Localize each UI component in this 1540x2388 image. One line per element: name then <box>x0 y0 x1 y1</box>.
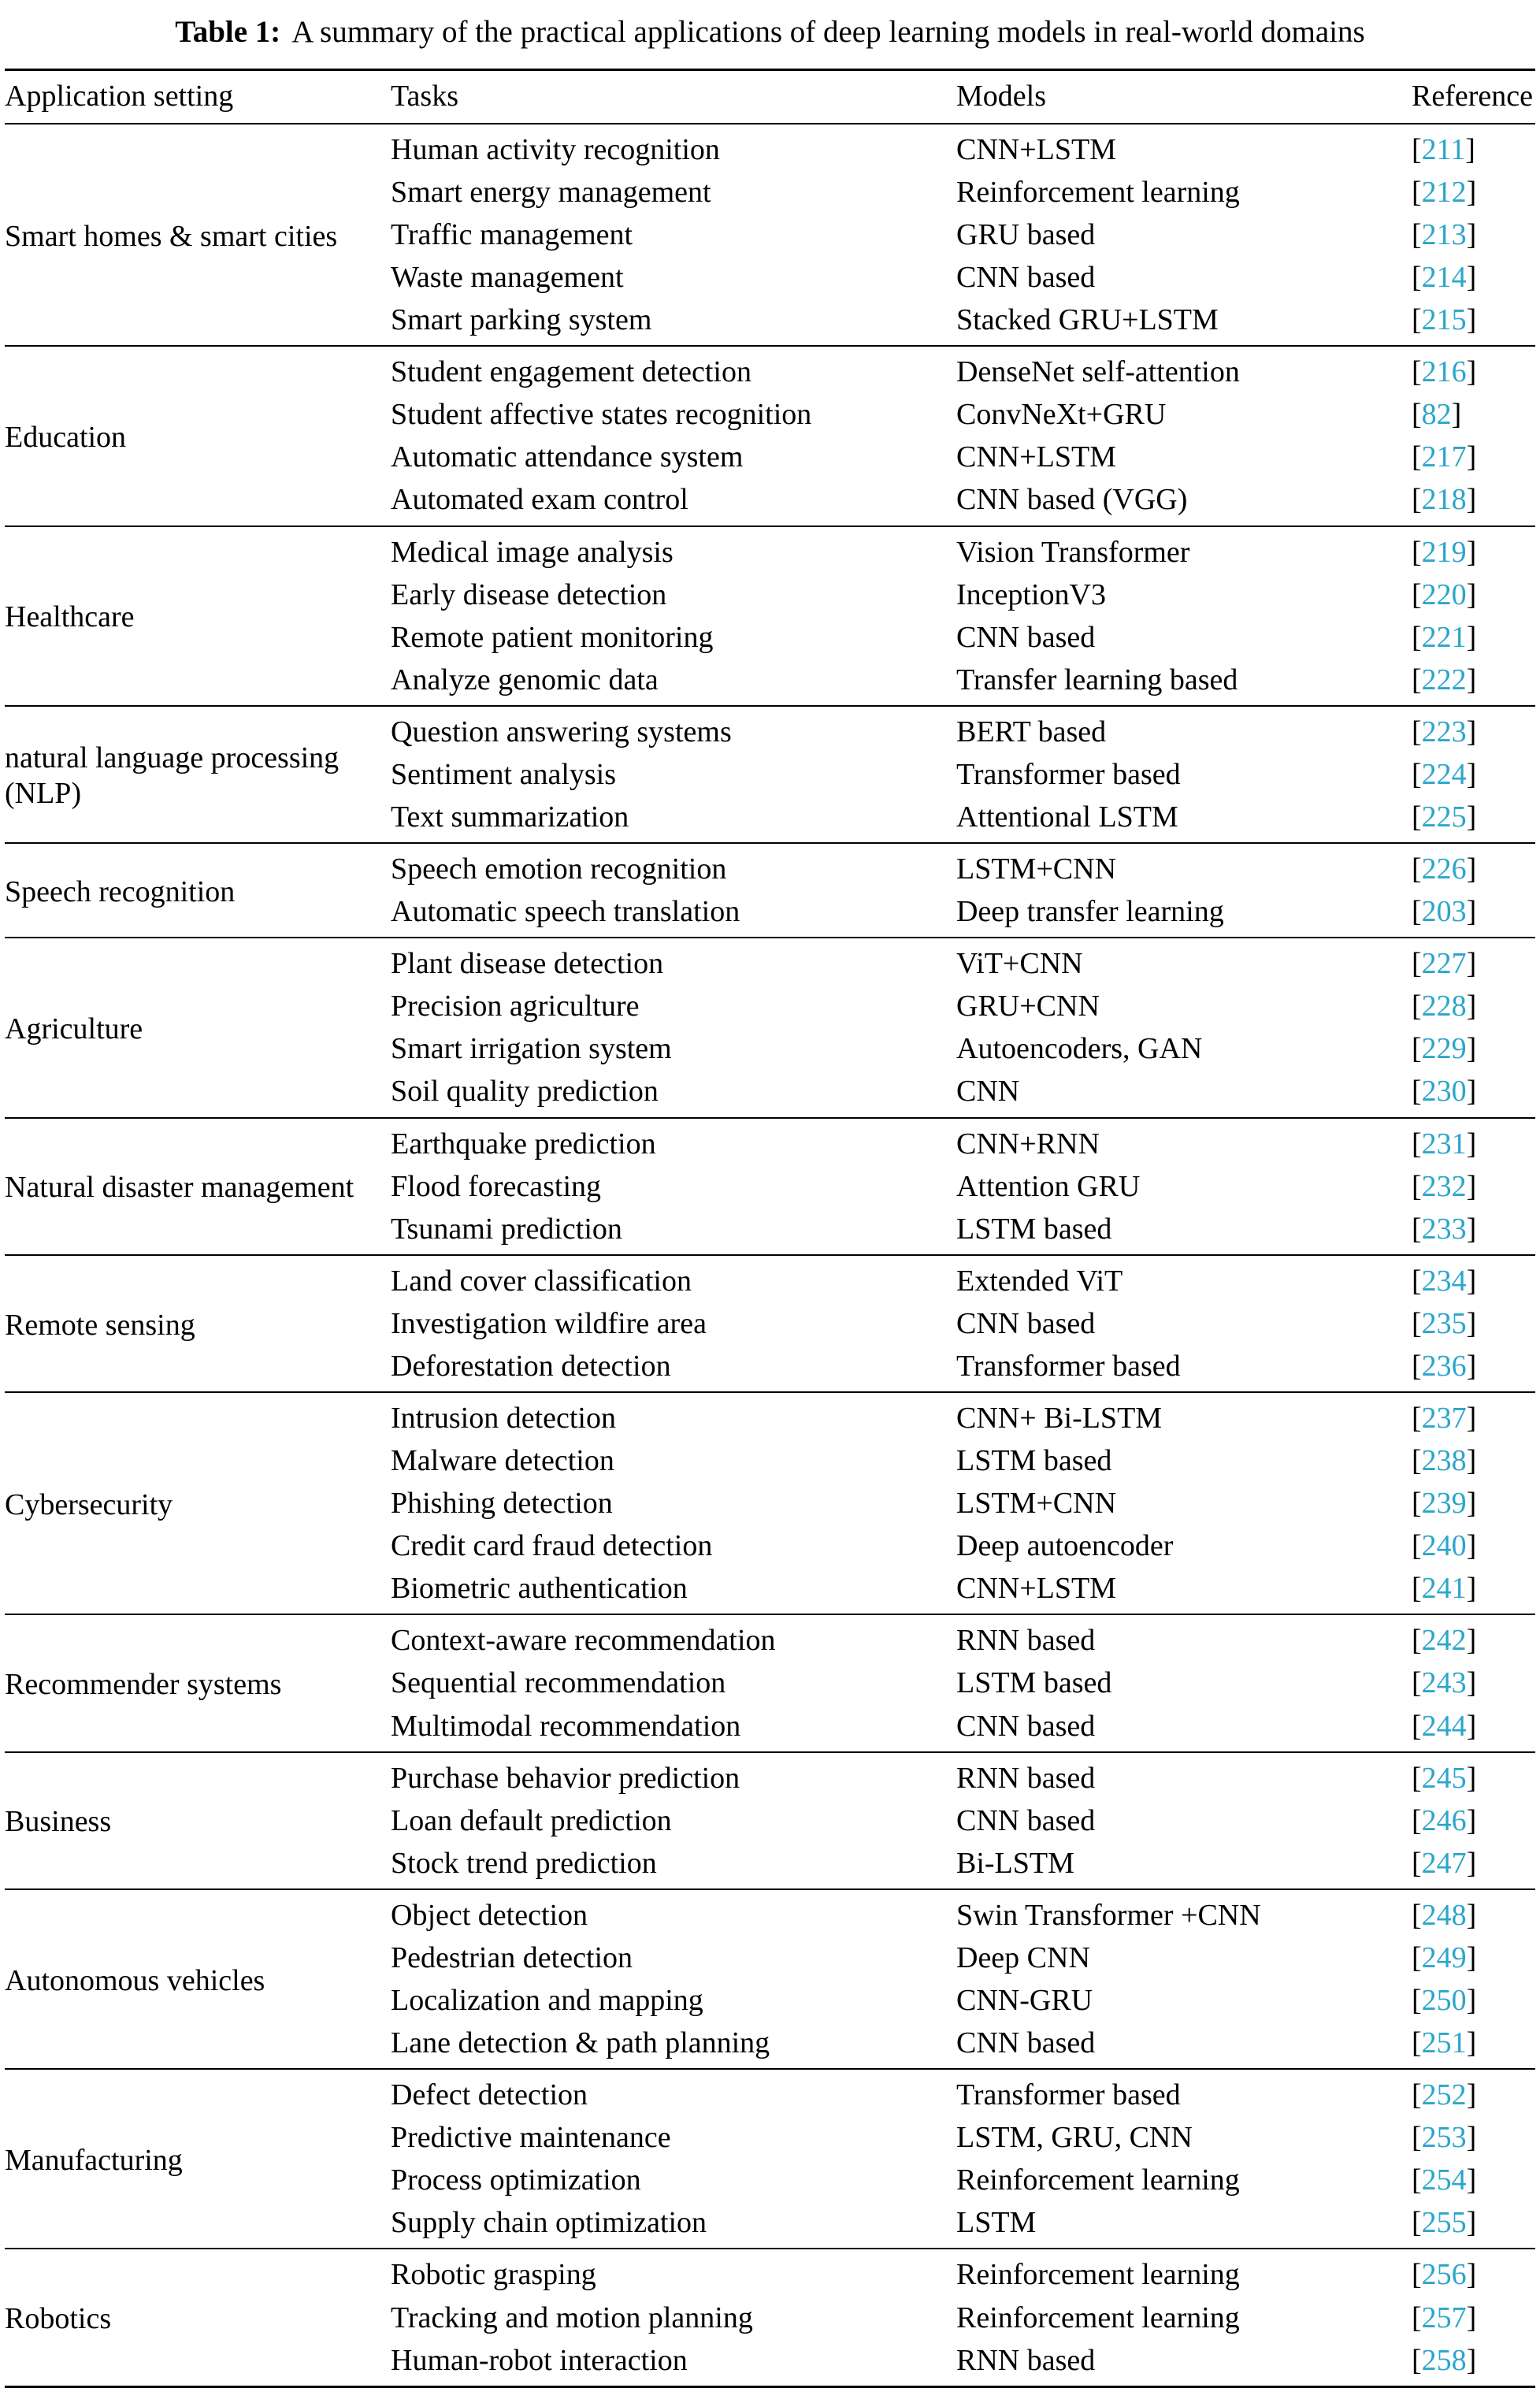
reference-cell: [245] <box>1412 1752 1535 1799</box>
citation-link[interactable]: 223 <box>1421 715 1467 748</box>
application-setting-cell: Agriculture <box>5 938 391 1117</box>
model-cell: Reinforcement learning <box>956 2249 1412 2296</box>
citation-link[interactable]: 257 <box>1421 2301 1467 2334</box>
reference-cell: [239] <box>1412 1487 1477 1521</box>
citation-link[interactable]: 241 <box>1421 1572 1467 1606</box>
citation-link[interactable]: 252 <box>1421 2078 1467 2112</box>
reference-cell: [220] <box>1412 578 1477 611</box>
table-row <box>5 706 1535 753</box>
model-cell: Deep CNN <box>956 1940 1090 1974</box>
model-cell: CNN+LSTM <box>956 440 1117 474</box>
model-cell: LSTM+CNN <box>956 1487 1117 1521</box>
citation-link[interactable]: 229 <box>1421 1032 1467 1066</box>
table-row <box>5 1889 1535 1937</box>
citation-link[interactable]: 235 <box>1421 1306 1467 1340</box>
task-cell: Waste management <box>391 261 624 295</box>
table-group <box>5 124 1535 346</box>
model-cell: Deep transfer learning <box>956 895 1224 929</box>
task-cell: Student affective states recognition <box>391 398 812 432</box>
citation-link[interactable]: 247 <box>1421 1846 1467 1880</box>
citation-link[interactable]: 253 <box>1421 2121 1467 2155</box>
reference-cell: [241] <box>1412 1572 1477 1606</box>
reference-cell: [82] <box>1412 398 1462 432</box>
task-cell: Biometric authentication <box>391 1572 688 1606</box>
model-cell: Bi-LSTM <box>956 1846 1074 1880</box>
citation-link[interactable]: 232 <box>1421 1169 1467 1203</box>
reference-cell: [249] <box>1412 1940 1477 1974</box>
model-cell: CNN+ Bi-LSTM <box>956 1392 1412 1439</box>
table-group <box>5 706 1535 843</box>
table-group <box>5 1614 1535 1751</box>
application-setting-cell: Business <box>5 1752 391 1889</box>
citation-link[interactable]: 248 <box>1421 1898 1467 1932</box>
citation-link[interactable]: 240 <box>1421 1529 1467 1563</box>
task-cell: Tsunami prediction <box>391 1212 622 1246</box>
citation-link[interactable]: 203 <box>1421 895 1467 929</box>
model-cell: ViT+CNN <box>956 938 1412 985</box>
table-group <box>5 1118 1535 1255</box>
citation-link[interactable]: 224 <box>1421 757 1467 791</box>
model-cell: LSTM based <box>956 1666 1112 1700</box>
model-cell: InceptionV3 <box>956 578 1106 611</box>
reference-cell: [228] <box>1412 990 1477 1023</box>
reference-cell: [224] <box>1412 757 1477 791</box>
model-cell: RNN based <box>956 1752 1412 1799</box>
citation-link[interactable]: 215 <box>1421 303 1467 337</box>
reference-cell: [215] <box>1412 303 1477 337</box>
citation-link[interactable]: 255 <box>1421 2206 1467 2240</box>
reference-cell: [255] <box>1412 2206 1477 2240</box>
reference-cell: [238] <box>1412 1444 1477 1478</box>
reference-cell: [212] <box>1412 175 1477 209</box>
table-group <box>5 1752 1535 1889</box>
citation-link[interactable]: 218 <box>1421 483 1467 517</box>
application-setting-cell: Manufacturing <box>5 2069 391 2249</box>
task-cell: Remote patient monitoring <box>391 620 714 654</box>
column-header-application-setting: Application setting <box>5 69 391 124</box>
model-cell: Deep autoencoder <box>956 1529 1174 1563</box>
citation-link[interactable]: 234 <box>1421 1264 1467 1298</box>
reference-cell: [253] <box>1412 2121 1477 2155</box>
table-row <box>5 1118 1535 1165</box>
citation-link[interactable]: 230 <box>1421 1075 1467 1109</box>
citation-link[interactable]: 225 <box>1421 800 1467 834</box>
model-cell: CNN based <box>956 1306 1096 1340</box>
table-caption <box>5 6 1535 69</box>
table-row <box>5 2069 1535 2116</box>
task-cell: Purchase behavior prediction <box>391 1752 956 1799</box>
citation-link[interactable]: 227 <box>1421 947 1467 981</box>
application-setting-cell: Speech recognition <box>5 843 391 938</box>
task-cell: Smart parking system <box>391 303 652 337</box>
reference-cell: [247] <box>1412 1846 1477 1880</box>
model-cell: DenseNet self-attention <box>956 346 1412 393</box>
reference-cell: [231] <box>1412 1118 1535 1165</box>
table-group <box>5 2249 1535 2386</box>
application-setting-cell: natural language processing (NLP) <box>5 706 391 843</box>
table-group <box>5 1255 1535 1392</box>
table-row <box>5 124 1535 171</box>
reference-cell: [216] <box>1412 346 1535 393</box>
task-cell: Human activity recognition <box>391 132 720 166</box>
task-cell: Automatic speech translation <box>391 895 740 929</box>
task-cell: Plant disease detection <box>391 938 956 985</box>
reference-cell: [235] <box>1412 1306 1477 1340</box>
model-cell: Vision Transformer <box>956 526 1412 574</box>
task-cell: Human-robot interaction <box>391 2343 688 2377</box>
task-cell: Phishing detection <box>391 1487 613 1521</box>
reference-cell: [225] <box>1412 800 1477 834</box>
task-cell: Context-aware recommendation <box>391 1614 956 1662</box>
model-cell: Stacked GRU+LSTM <box>956 303 1219 337</box>
model-cell: LSTM, GRU, CNN <box>956 2121 1193 2155</box>
model-cell: Reinforcement learning <box>956 2301 1240 2334</box>
model-cell: RNN based <box>956 2343 1096 2377</box>
citation-link[interactable]: 237 <box>1421 1401 1467 1435</box>
task-cell: Stock trend prediction <box>391 1846 657 1880</box>
task-cell: Flood forecasting <box>391 1169 602 1203</box>
citation-link[interactable]: 233 <box>1421 1212 1467 1246</box>
table-row <box>5 938 1535 985</box>
task-cell: Credit card fraud detection <box>391 1529 713 1563</box>
task-cell: Process optimization <box>391 2163 641 2197</box>
model-cell: CNN <box>956 1075 1020 1109</box>
task-cell: Intrusion detection <box>391 1392 956 1439</box>
reference-cell: [223] <box>1412 706 1535 753</box>
reference-cell: [227] <box>1412 938 1535 985</box>
reference-cell: [219] <box>1412 526 1535 574</box>
model-cell: CNN based <box>956 261 1096 295</box>
task-cell: Robotic grasping <box>391 2249 956 2296</box>
reference-cell: [213] <box>1412 217 1477 251</box>
model-cell: CNN based <box>956 620 1096 654</box>
reference-cell: [233] <box>1412 1212 1477 1246</box>
reference-cell: [214] <box>1412 261 1477 295</box>
model-cell: Attentional LSTM <box>956 800 1178 834</box>
task-cell: Tracking and motion planning <box>391 2301 753 2334</box>
citation-link[interactable]: 231 <box>1421 1127 1467 1161</box>
citation-link[interactable]: 220 <box>1421 578 1467 611</box>
model-cell: CNN based <box>956 1709 1096 1743</box>
model-cell: Transfer learning based <box>956 663 1238 696</box>
table-row <box>5 843 1535 890</box>
model-cell: Swin Transformer +CNN <box>956 1889 1412 1937</box>
citation-link[interactable]: 236 <box>1421 1349 1467 1383</box>
model-cell: Transformer based <box>956 2069 1412 2116</box>
citation-link[interactable]: 222 <box>1421 663 1467 696</box>
reference-cell: [248] <box>1412 1889 1535 1937</box>
task-cell: Smart irrigation system <box>391 1032 672 1066</box>
reference-cell: [218] <box>1412 483 1477 517</box>
table-group <box>5 938 1535 1117</box>
table-header <box>5 69 1535 124</box>
task-cell: Pedestrian detection <box>391 1940 633 1974</box>
citation-link[interactable]: 246 <box>1421 1803 1467 1837</box>
column-header-tasks: Tasks <box>391 69 956 124</box>
model-cell: LSTM+CNN <box>956 843 1412 890</box>
citation-link[interactable]: 245 <box>1421 1761 1467 1795</box>
reference-cell: [236] <box>1412 1349 1477 1383</box>
citation-link[interactable]: 219 <box>1421 535 1467 569</box>
task-cell: Question answering systems <box>391 706 956 753</box>
model-cell: LSTM based <box>956 1444 1112 1478</box>
table-group <box>5 526 1535 706</box>
reference-cell: [232] <box>1412 1169 1477 1203</box>
citation-link[interactable]: 217 <box>1421 440 1467 474</box>
task-cell: Early disease detection <box>391 578 667 611</box>
reference-cell: [257] <box>1412 2301 1477 2334</box>
model-cell: Transformer based <box>956 1349 1181 1383</box>
task-cell: Deforestation detection <box>391 1349 671 1383</box>
reference-cell: [222] <box>1412 663 1477 696</box>
model-cell: CNN based <box>956 1803 1096 1837</box>
model-cell: RNN based <box>956 1614 1412 1662</box>
model-cell: Transformer based <box>956 757 1181 791</box>
citation-link[interactable]: 258 <box>1421 2343 1467 2377</box>
citation-link[interactable]: 242 <box>1421 1624 1467 1658</box>
task-cell: Automated exam control <box>391 483 688 517</box>
reference-cell: [234] <box>1412 1255 1535 1302</box>
reference-cell: [258] <box>1412 2343 1477 2377</box>
table-row <box>5 2249 1535 2296</box>
application-setting-cell: Education <box>5 346 391 526</box>
task-cell: Speech emotion recognition <box>391 843 956 890</box>
task-cell: Precision agriculture <box>391 990 640 1023</box>
task-cell: Supply chain optimization <box>391 2206 707 2240</box>
reference-cell: [254] <box>1412 2163 1477 2197</box>
reference-cell: [243] <box>1412 1666 1477 1700</box>
citation-link[interactable]: 251 <box>1421 2026 1467 2060</box>
reference-cell: [240] <box>1412 1529 1477 1563</box>
task-cell: Localization and mapping <box>391 1984 703 2017</box>
reference-cell: [246] <box>1412 1803 1477 1837</box>
task-cell: Object detection <box>391 1889 956 1937</box>
column-header-reference: Reference <box>1412 69 1535 124</box>
model-cell: Autoencoders, GAN <box>956 1032 1203 1066</box>
model-cell: CNN+LSTM <box>956 1572 1117 1606</box>
application-setting-cell: Recommender systems <box>5 1614 391 1751</box>
model-cell: CNN+LSTM <box>956 132 1117 166</box>
task-cell: Smart energy management <box>391 175 711 209</box>
table-row <box>5 526 1535 574</box>
citation-link[interactable]: 216 <box>1421 355 1467 389</box>
citation-link[interactable]: 211 <box>1421 132 1466 166</box>
task-cell: Predictive maintenance <box>391 2121 671 2155</box>
task-cell: Land cover classification <box>391 1255 956 1302</box>
task-cell: Multimodal recommendation <box>391 1709 741 1743</box>
application-setting-cell: Robotics <box>5 2249 391 2386</box>
model-cell: Attention GRU <box>956 1169 1141 1203</box>
model-cell: Reinforcement learning <box>956 175 1240 209</box>
model-cell: ConvNeXt+GRU <box>956 398 1167 432</box>
task-cell: Analyze genomic data <box>391 663 659 696</box>
column-header-models: Models <box>956 69 1412 124</box>
table-group <box>5 2069 1535 2249</box>
reference-cell: [230] <box>1412 1075 1477 1109</box>
model-cell: BERT based <box>956 706 1412 753</box>
table-row <box>5 1752 1535 1799</box>
reference-cell: [237] <box>1412 1392 1535 1439</box>
table-group <box>5 843 1535 938</box>
task-cell: Medical image analysis <box>391 526 956 574</box>
task-cell: Automatic attendance system <box>391 440 744 474</box>
application-setting-cell: Autonomous vehicles <box>5 1889 391 2069</box>
table-caption-label: Table 1: <box>175 15 281 49</box>
task-cell: Earthquake prediction <box>391 1118 956 1165</box>
citation-link[interactable]: 228 <box>1421 990 1467 1023</box>
citation-link[interactable]: 256 <box>1421 2258 1467 2292</box>
applications-table <box>5 69 1535 2388</box>
model-cell: LSTM based <box>956 1212 1112 1246</box>
citation-link[interactable]: 250 <box>1421 1984 1467 2017</box>
reference-cell: [217] <box>1412 440 1477 474</box>
task-cell: Defect detection <box>391 2069 956 2116</box>
task-cell: Student engagement detection <box>391 346 956 393</box>
citation-link[interactable]: 243 <box>1421 1666 1467 1700</box>
reference-cell: [251] <box>1412 2026 1477 2060</box>
task-cell: Lane detection & path planning <box>391 2026 770 2060</box>
citation-link[interactable]: 82 <box>1421 398 1452 432</box>
application-setting-cell: Cybersecurity <box>5 1392 391 1614</box>
reference-cell: [203] <box>1412 895 1477 929</box>
citation-link[interactable]: 213 <box>1421 217 1467 251</box>
reference-cell: [244] <box>1412 1709 1477 1743</box>
model-cell: GRU+CNN <box>956 990 1100 1023</box>
table-row <box>5 1392 1535 1439</box>
table-caption-text: A summary of the practical applications of deep learning models in real-world domains <box>291 15 1365 49</box>
task-cell: Sentiment analysis <box>391 757 617 791</box>
task-cell: Loan default prediction <box>391 1803 672 1837</box>
task-cell: Soil quality prediction <box>391 1075 659 1109</box>
citation-link[interactable]: 221 <box>1421 620 1467 654</box>
task-cell: Investigation wildfire area <box>391 1306 707 1340</box>
reference-cell: [242] <box>1412 1614 1535 1662</box>
citation-link[interactable]: 254 <box>1421 2163 1467 2197</box>
model-cell: CNN based <box>956 2026 1096 2060</box>
citation-link[interactable]: 249 <box>1421 1940 1467 1974</box>
table-row <box>5 1614 1535 1662</box>
reference-cell: [211] <box>1412 132 1475 166</box>
model-cell: CNN based (VGG) <box>956 483 1188 517</box>
citation-link[interactable]: 244 <box>1421 1709 1467 1743</box>
application-setting-cell: Healthcare <box>5 526 391 706</box>
model-cell: Reinforcement learning <box>956 2163 1240 2197</box>
table-group <box>5 346 1535 526</box>
table-group <box>5 1889 1535 2069</box>
application-setting-cell: Remote sensing <box>5 1255 391 1392</box>
citation-link[interactable]: 214 <box>1421 261 1467 295</box>
model-cell: Extended ViT <box>956 1255 1412 1302</box>
model-cell: GRU based <box>956 217 1096 251</box>
application-setting-cell: Natural disaster management <box>5 1118 391 1255</box>
reference-cell: [226] <box>1412 843 1535 890</box>
table-group <box>5 1392 1535 1614</box>
reference-cell: [229] <box>1412 1032 1477 1066</box>
citation-link[interactable]: 212 <box>1421 175 1467 209</box>
citation-link[interactable]: 226 <box>1421 852 1467 886</box>
table-row <box>5 1255 1535 1302</box>
citation-link[interactable]: 239 <box>1421 1487 1467 1521</box>
reference-cell: [250] <box>1412 1984 1477 2017</box>
task-cell: Traffic management <box>391 217 633 251</box>
model-cell: CNN+RNN <box>956 1118 1412 1165</box>
model-cell: LSTM <box>956 2206 1037 2240</box>
header-row <box>5 69 1535 124</box>
table-row <box>5 346 1535 393</box>
model-cell: CNN-GRU <box>956 1984 1093 2017</box>
task-cell: Sequential recommendation <box>391 1666 726 1700</box>
reference-cell: [252] <box>1412 2069 1535 2116</box>
task-cell: Text summarization <box>391 800 629 834</box>
task-cell: Malware detection <box>391 1444 614 1478</box>
reference-cell: [256] <box>1412 2249 1535 2296</box>
application-setting-cell: Smart homes & smart cities <box>5 219 338 253</box>
reference-cell: [221] <box>1412 620 1477 654</box>
citation-link[interactable]: 238 <box>1421 1444 1467 1478</box>
